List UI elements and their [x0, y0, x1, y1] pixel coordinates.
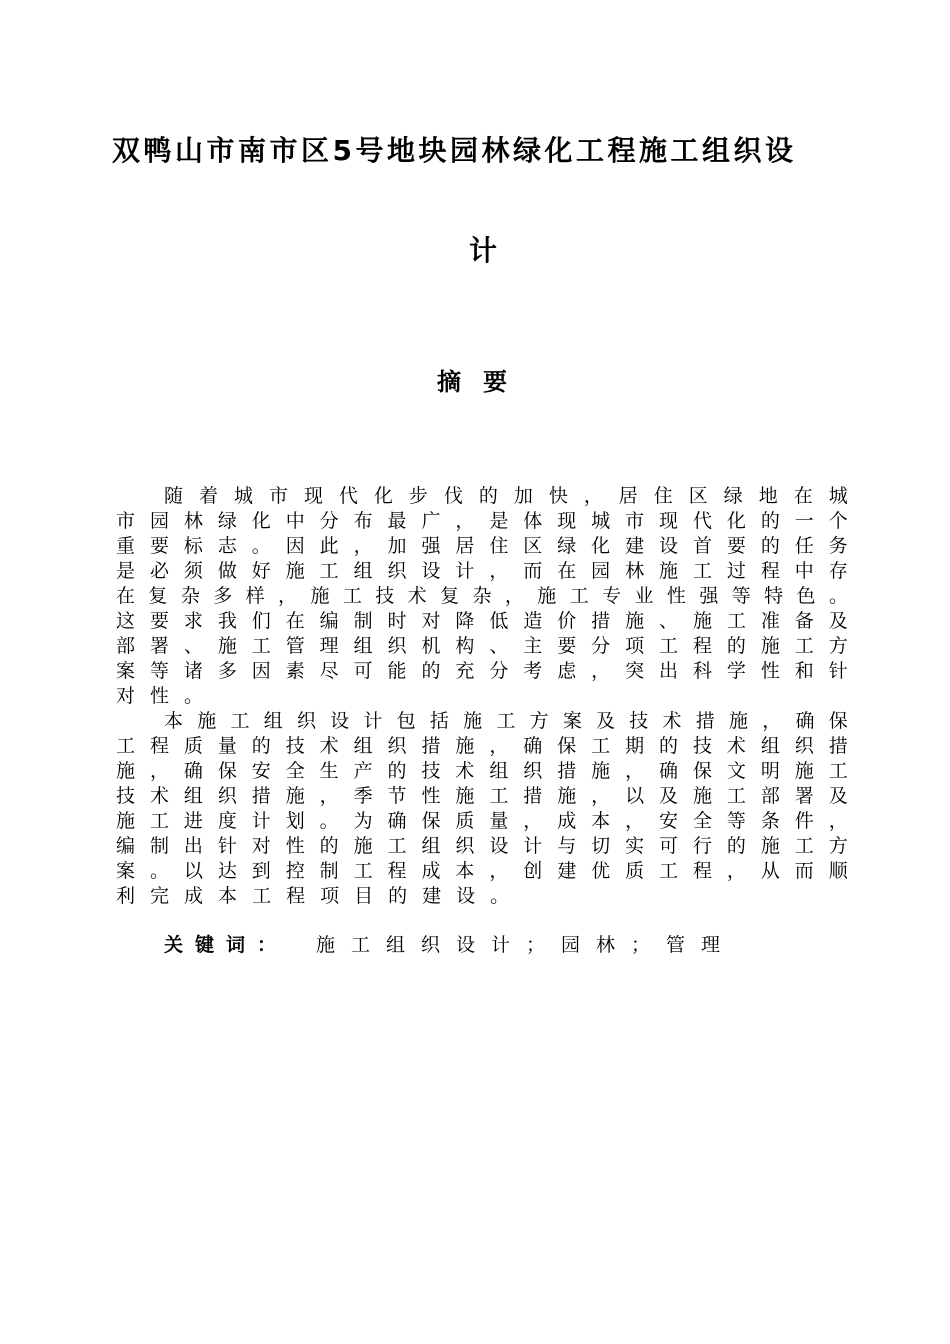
abstract-line: 工 程 质 量 的 技 术 组 织 措 施 ， 确 保 工 期 的 技 术 组 织 措 [116, 735, 848, 757]
abstract-line: 部 署 、 施 工 管 理 组 织 机 构 、 主 要 分 项 工 程 的 施 工 方 [116, 635, 848, 657]
abstract-line: 这 要 求 我 们 在 编 制 时 对 降 低 造 价 措 施 、 施 工 准 备 及 [116, 610, 848, 632]
abstract-line: 对 性 。 [116, 685, 204, 707]
abstract-line: 在 复 杂 多 样 ， 施 工 技 术 复 杂 ， 施 工 专 业 性 强 等 特 色 。 [116, 585, 848, 607]
abstract-body [116, 484, 848, 909]
abstract-line: 是 必 须 做 好 施 工 组 织 设 计 ， 而 在 园 林 施 工 过 程 中 存 [116, 560, 848, 582]
abstract-line: 案 等 诸 多 因 素 尽 可 能 的 充 分 考 虑 ， 突 出 科 学 性 和 针 [116, 660, 848, 682]
document-title: 双鸭山市南市区5号地块园林绿化工程施工组织设 [112, 134, 797, 167]
abstract-line: 编 制 出 针 对 性 的 施 工 组 织 设 计 与 切 实 可 行 的 施 工 方 [116, 835, 848, 857]
keywords-label: 关键词： [164, 934, 289, 956]
keywords-value: 施工组织设计；园林；管理 [316, 934, 737, 956]
abstract-line: 施 工 进 度 计 划 。 为 确 保 质 量 ， 成 本 ， 安 全 等 条 件 ， [116, 810, 848, 832]
abstract-heading: 摘要 [437, 368, 529, 396]
abstract-line: 随 着 城 市 现 代 化 步 伐 的 加 快 ， 居 住 区 绿 地 在 城 [164, 485, 848, 507]
abstract-line: 重 要 标 志 。 因 此 ， 加 强 居 住 区 绿 化 建 设 首 要 的 任 务 [116, 535, 848, 557]
abstract-line: 本 施 工 组 织 设 计 包 括 施 工 方 案 及 技 术 措 施 ， 确 保 [164, 710, 848, 732]
keywords-line [164, 932, 736, 958]
abstract-line: 利 完 成 本 工 程 项 目 的 建 设 。 [116, 885, 510, 907]
abstract-line: 施 ， 确 保 安 全 生 产 的 技 术 组 织 措 施 ， 确 保 文 明 施 工 [116, 760, 848, 782]
abstract-line: 案 。 以 达 到 控 制 工 程 成 本 ， 创 建 优 质 工 程 ， 从 而 顺 [116, 860, 848, 882]
abstract-line: 技 术 组 织 措 施 ， 季 节 性 施 工 措 施 ， 以 及 施 工 部 署 及 [116, 785, 848, 807]
document-title-continuation: 计 [468, 234, 497, 267]
abstract-line: 市 园 林 绿 化 中 分 布 最 广 ， 是 体 现 城 市 现 代 化 的 一 个 [116, 510, 848, 532]
